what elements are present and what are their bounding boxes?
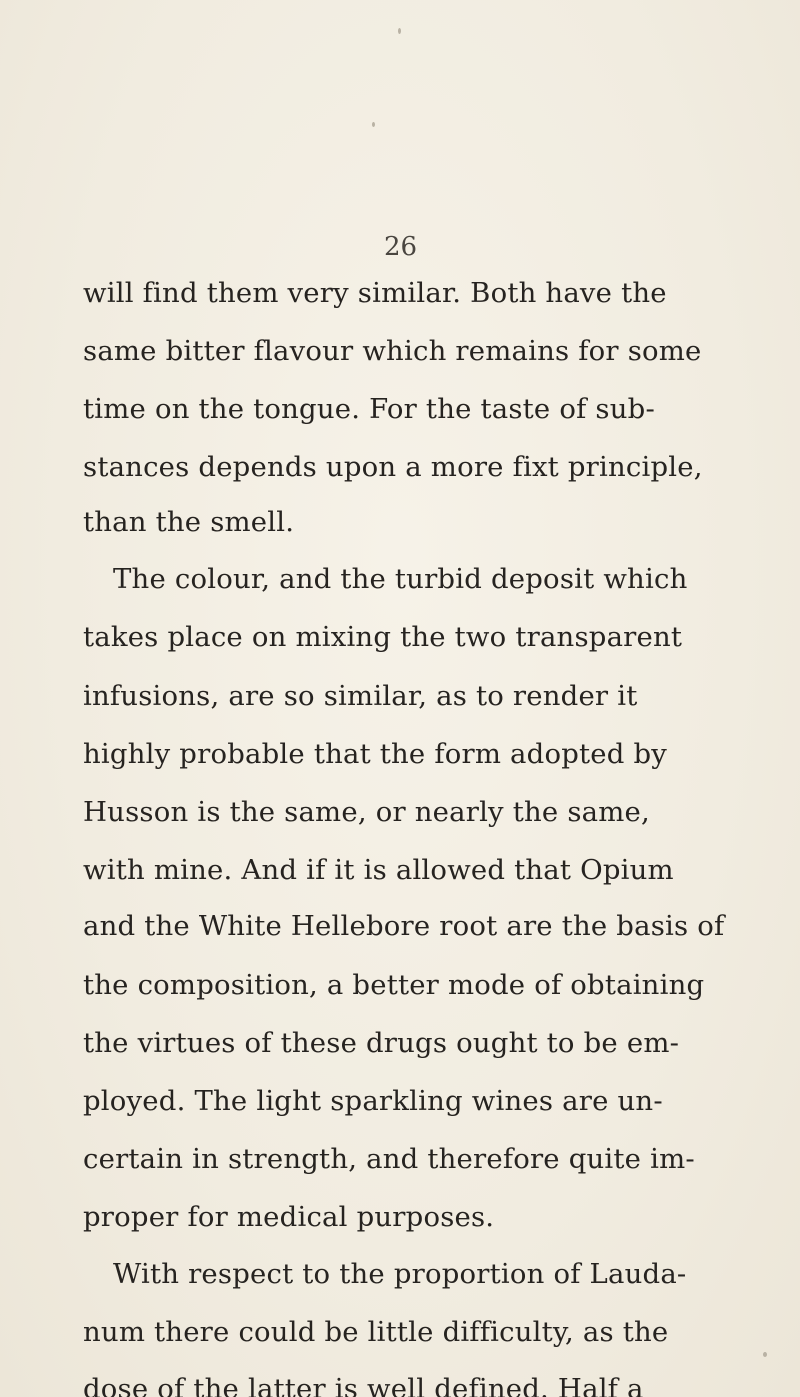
text-line: With respect to the proportion of Lauda- (113, 1258, 687, 1290)
text-line: takes place on mixing the two transparent (83, 621, 683, 653)
text-line: stances depends upon a more fixt principle, (83, 451, 703, 483)
paper-speck (398, 28, 401, 34)
text-line: time on the tongue. For the taste of sub- (83, 393, 655, 425)
text-line: will find them very similar. Both have the (83, 277, 667, 309)
text-line: The colour, and the turbid deposit which (113, 563, 688, 595)
text-line: the composition, a better mode of obtaining (83, 969, 705, 1001)
text-line: num there could be little difficulty, as the (83, 1316, 669, 1348)
paper-speck (763, 1352, 767, 1357)
text-line: highly probable that the form adopted by (83, 738, 668, 770)
paper-speck (372, 122, 375, 127)
text-line: infusions, are so similar, as to render it (83, 680, 638, 712)
text-line: than the smell. (83, 506, 295, 538)
text-line: and the White Hellebore root are the basis of (83, 910, 725, 942)
text-line: proper for medical purposes. (83, 1201, 495, 1233)
text-line: same bitter flavour which remains for some (83, 335, 702, 367)
text-line: ployed. The light sparkling wines are un- (83, 1085, 663, 1117)
text-line: Husson is the same, or nearly the same, (83, 796, 650, 828)
page-number: 26 (384, 232, 418, 262)
text-line: with mine. And if it is allowed that Opium (83, 854, 674, 886)
text-line: certain in strength, and therefore quite im- (83, 1143, 695, 1175)
text-line: dose of the latter is well defined. Half a (83, 1373, 644, 1397)
text-line: the virtues of these drugs ought to be em- (83, 1027, 680, 1059)
